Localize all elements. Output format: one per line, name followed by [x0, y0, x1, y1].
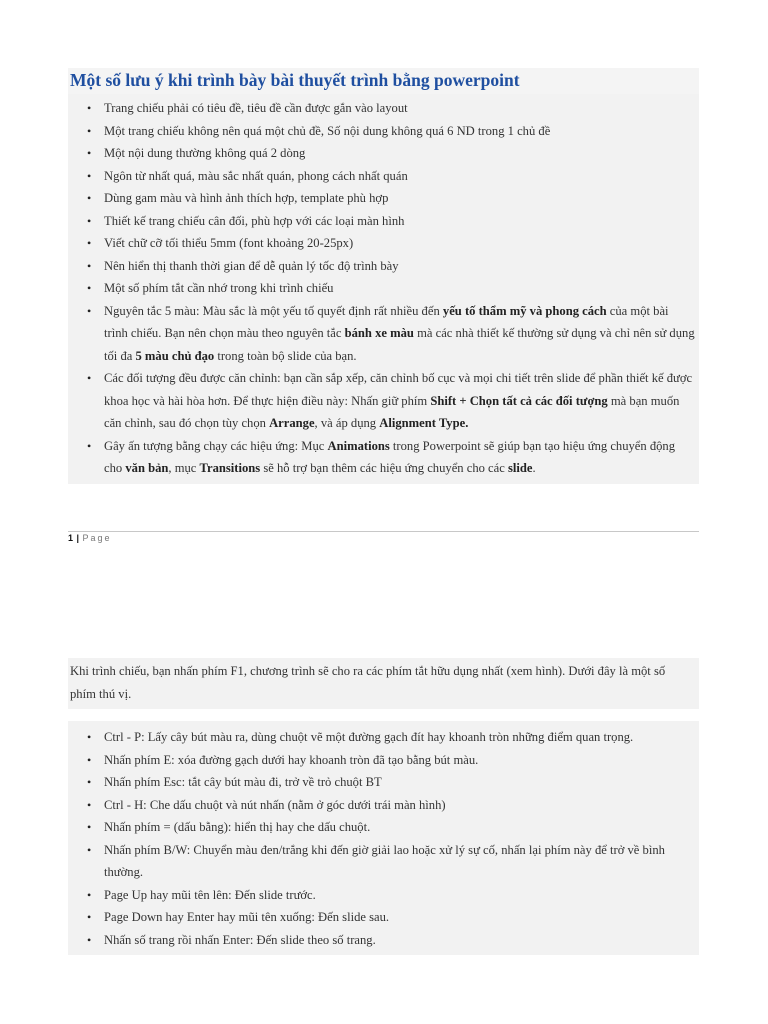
page-label: Page — [82, 533, 112, 543]
shortcuts-list — [68, 721, 699, 955]
item-text: Nhấn phím E: xóa đường gạch dưới hay khoanh tròn đã tạo bằng bút màu. — [104, 752, 479, 767]
list-item — [68, 255, 699, 278]
item-text: Ngôn từ nhất quá, màu sắc nhất quán, phong cách nhất quán — [104, 168, 408, 183]
item-text: Một nội dung thường không quá 2 dòng — [104, 146, 306, 160]
bold-text: Alignment Type. — [379, 416, 469, 430]
list-item — [68, 232, 699, 255]
list-item — [68, 120, 699, 143]
bold-text: Shift + Chọn tất cả các đối tượng — [430, 393, 608, 408]
item-text: Nguyên tắc 5 màu: Màu sắc là một yếu tố quyết định rất nhiều đến — [104, 303, 443, 318]
list-item — [68, 726, 699, 749]
item-text: mà các nhà thiết kế thường sử dụng và chỉ nên sử dụng tối đa — [104, 326, 695, 363]
shortcuts-intro: Khi trình chiếu, bạn nhấn phím F1, chương trình sẽ cho ra các phím tắt hữu dụng nhất (xem hình). Dưới đây là một số phím thú vị. — [68, 658, 699, 709]
item-text: của một bài trình chiếu. Bạn nên chọn màu theo nguyên tắc — [104, 303, 669, 340]
page-footer — [68, 533, 112, 543]
list-item — [68, 97, 699, 120]
list-item — [68, 884, 699, 907]
footer-divider — [68, 531, 699, 532]
bold-text: Arrange — [269, 416, 315, 430]
tips-list — [68, 94, 699, 484]
bold-text: yếu tố thẩm mỹ và phong cách — [442, 303, 607, 318]
list-item — [68, 210, 699, 233]
list-item — [68, 142, 699, 165]
shortcuts-section — [68, 658, 699, 955]
section-heading: Một số lưu ý khi trình bày bài thuyết trình bằng powerpoint — [68, 68, 699, 94]
footer-separator: | — [73, 533, 83, 543]
list-item — [68, 816, 699, 839]
list-item — [68, 906, 699, 929]
page-number: 1 — [68, 533, 74, 543]
item-text: Một số phím tắt cần nhớ trong khi trình chiếu — [104, 281, 334, 295]
tips-section — [68, 68, 699, 484]
item-text: mà bạn muốn căn chỉnh, sau đó chọn tùy chọn — [104, 393, 680, 430]
list-item — [68, 771, 699, 794]
item-text: Thiết kế trang chiếu cân đối, phù hợp với các loại màn hình — [104, 213, 405, 228]
item-text: Gây ấn tượng bằng chạy các hiệu ứng: Mục — [104, 438, 328, 453]
item-text: Dùng gam màu và hình ảnh thích hợp, template phù hợp — [104, 191, 389, 205]
item-text: trong Powerpoint sẽ giúp bạn tạo hiệu ứng chuyển động cho — [104, 438, 676, 475]
item-text: Ctrl - P: Lấy cây bút màu ra, dùng chuột vẽ một đường gạch đít hay khoanh tròn những điểm quan trọng. — [104, 730, 634, 744]
item-text: . — [532, 461, 536, 475]
bold-text: slide — [507, 461, 533, 475]
bold-text: văn bản — [125, 461, 169, 475]
item-text: Các đối tượng đều được căn chỉnh: bạn cần sắp xếp, căn chỉnh bố cục và mọi chi tiết trên slide để phần thiết kế được khoa học và hài hòa hơn. Để thực hiện điều này: Nhấn giữ phím — [104, 371, 693, 408]
item-text: Một trang chiếu không nên quá một chủ đề, Số nội dung không quá 6 ND trong 1 chủ đề — [104, 123, 551, 138]
list-item — [68, 187, 699, 210]
list-item — [68, 749, 699, 772]
item-text: Nên hiển thị thanh thời gian để dễ quản lý tốc độ trình bày — [104, 258, 399, 273]
bold-text: bánh xe màu — [344, 326, 414, 340]
item-text: Page Down hay Enter hay mũi tên xuống: Đến slide sau. — [104, 910, 390, 924]
item-text: , mục — [168, 461, 200, 475]
list-item — [68, 367, 699, 435]
item-text: Trang chiếu phải có tiêu đề, tiêu đề cần được gắn vào layout — [104, 101, 408, 115]
item-text: Nhấn phím B/W: Chuyển màu đen/trắng khi đến giờ giải lao hoặc xử lý sự cố, nhấn lại phím này để trở về bình thường. — [104, 842, 665, 879]
item-text: , và áp dụng — [314, 416, 380, 430]
list-item — [68, 165, 699, 188]
bold-text: Transitions — [199, 461, 261, 475]
list-item — [68, 300, 699, 368]
item-text: Nhấn phím = (dấu bằng): hiển thị hay che dấu chuột. — [104, 820, 371, 834]
list-item — [68, 435, 699, 480]
list-item — [68, 839, 699, 884]
bold-text: Animations — [327, 438, 390, 453]
list-item — [68, 929, 699, 952]
bold-text: 5 màu chủ đạo — [135, 348, 215, 363]
item-text: trong toàn bộ slide của bạn. — [214, 348, 357, 363]
item-text: Ctrl - H: Che dấu chuột và nút nhấn (nằm ở góc dưới trái màn hình) — [104, 797, 446, 812]
item-text: sẽ hỗ trợ bạn thêm các hiệu ứng chuyển cho các — [260, 461, 508, 475]
item-text: Nhấn số trang rồi nhấn Enter: Đến slide theo số trang. — [104, 932, 376, 947]
list-item — [68, 277, 699, 300]
item-text: Nhấn phím Esc: tắt cây bút màu đi, trở về trỏ chuột BT — [104, 775, 382, 789]
list-item — [68, 794, 699, 817]
item-text: Viết chữ cỡ tối thiểu 5mm (font khoảng 20-25px) — [104, 236, 354, 250]
item-text: Page Up hay mũi tên lên: Đến slide trước. — [104, 887, 316, 902]
